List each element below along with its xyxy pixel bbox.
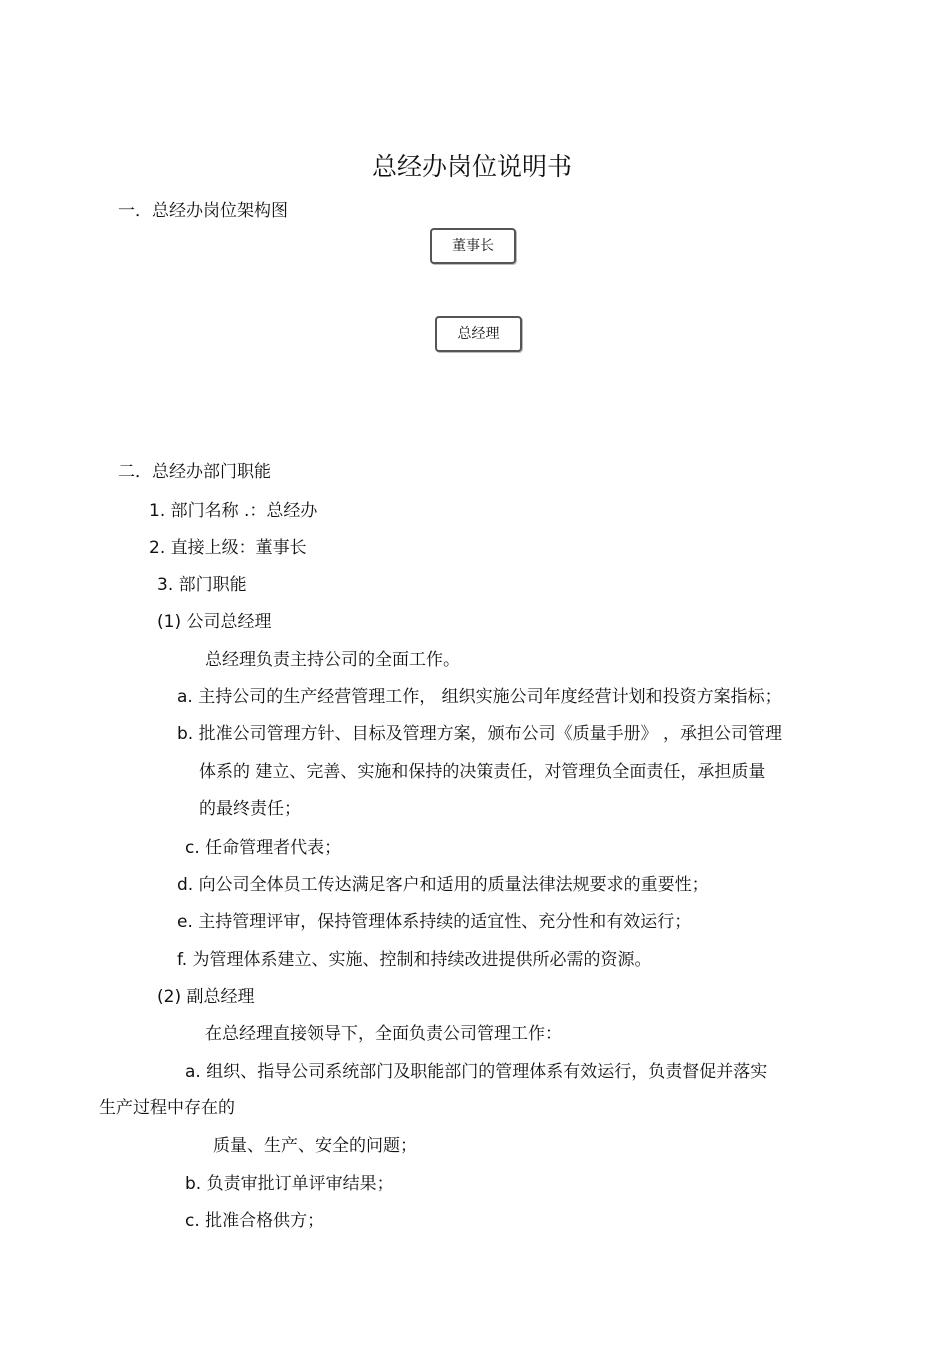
- gm-duty-c: c. 任命管理者代表；: [185, 838, 342, 858]
- dgm-duty-b: b. 负责审批订单评审结果；: [185, 1174, 394, 1194]
- org-box-general-manager: 总经理: [435, 316, 522, 352]
- dgm-intro: 在总经理直接领导下，全面负责公司管理工作：: [205, 1024, 562, 1044]
- gm-intro: 总经理负责主持公司的全面工作。: [205, 650, 460, 670]
- gm-duty-a: a. 主持公司的生产经营管理工作， 组织实施公司年度经营计划和投资方案指标；: [177, 687, 782, 707]
- dgm-duty-a-line3: 质量、生产、安全的问题；: [213, 1136, 417, 1156]
- org-box-chairman: 董事长: [430, 228, 516, 264]
- gm-duty-f: f. 为管理体系建立、实施、控制和持续改进提供所必需的资源。: [177, 950, 652, 970]
- gm-duty-d: d. 向公司全体员工传达满足客户和适用的质量法律法规要求的重要性；: [177, 875, 709, 895]
- gm-heading: (1) 公司总经理: [157, 612, 272, 632]
- page-title: 总经办岗位说明书: [371, 152, 572, 181]
- section2-heading: 二．总经办部门职能: [118, 462, 271, 482]
- gm-duty-b-line1: b. 批准公司管理方针、目标及管理方案，颁布公司《质量手册》 ，承担公司管理: [177, 724, 783, 744]
- dgm-duty-a-line1: a. 组织、指导公司系统部门及职能部门的管理体系有效运行，负责督促并落实: [185, 1062, 768, 1082]
- section1-heading: 一．总经办岗位架构图: [118, 201, 288, 221]
- gm-duty-b-line3: 的最终责任；: [199, 799, 301, 819]
- dgm-duty-c: c. 批准合格供方；: [185, 1211, 325, 1231]
- list-item-dept-name: 1. 部门名称 .：总经办: [149, 501, 318, 521]
- gm-duty-e: e. 主持管理评审，保持管理体系持续的适宜性、充分性和有效运行；: [177, 912, 692, 932]
- dgm-duty-a-line2: 生产过程中存在的: [99, 1098, 235, 1118]
- list-item-dept-functions: 3. 部门职能: [157, 575, 247, 595]
- list-item-superior: 2. 直接上级：董事长: [149, 538, 307, 558]
- dgm-heading: (2) 副总经理: [157, 987, 255, 1007]
- gm-duty-b-line2: 体系的 建立、完善、实施和保持的决策责任，对管理负全面责任，承担质量: [199, 762, 766, 782]
